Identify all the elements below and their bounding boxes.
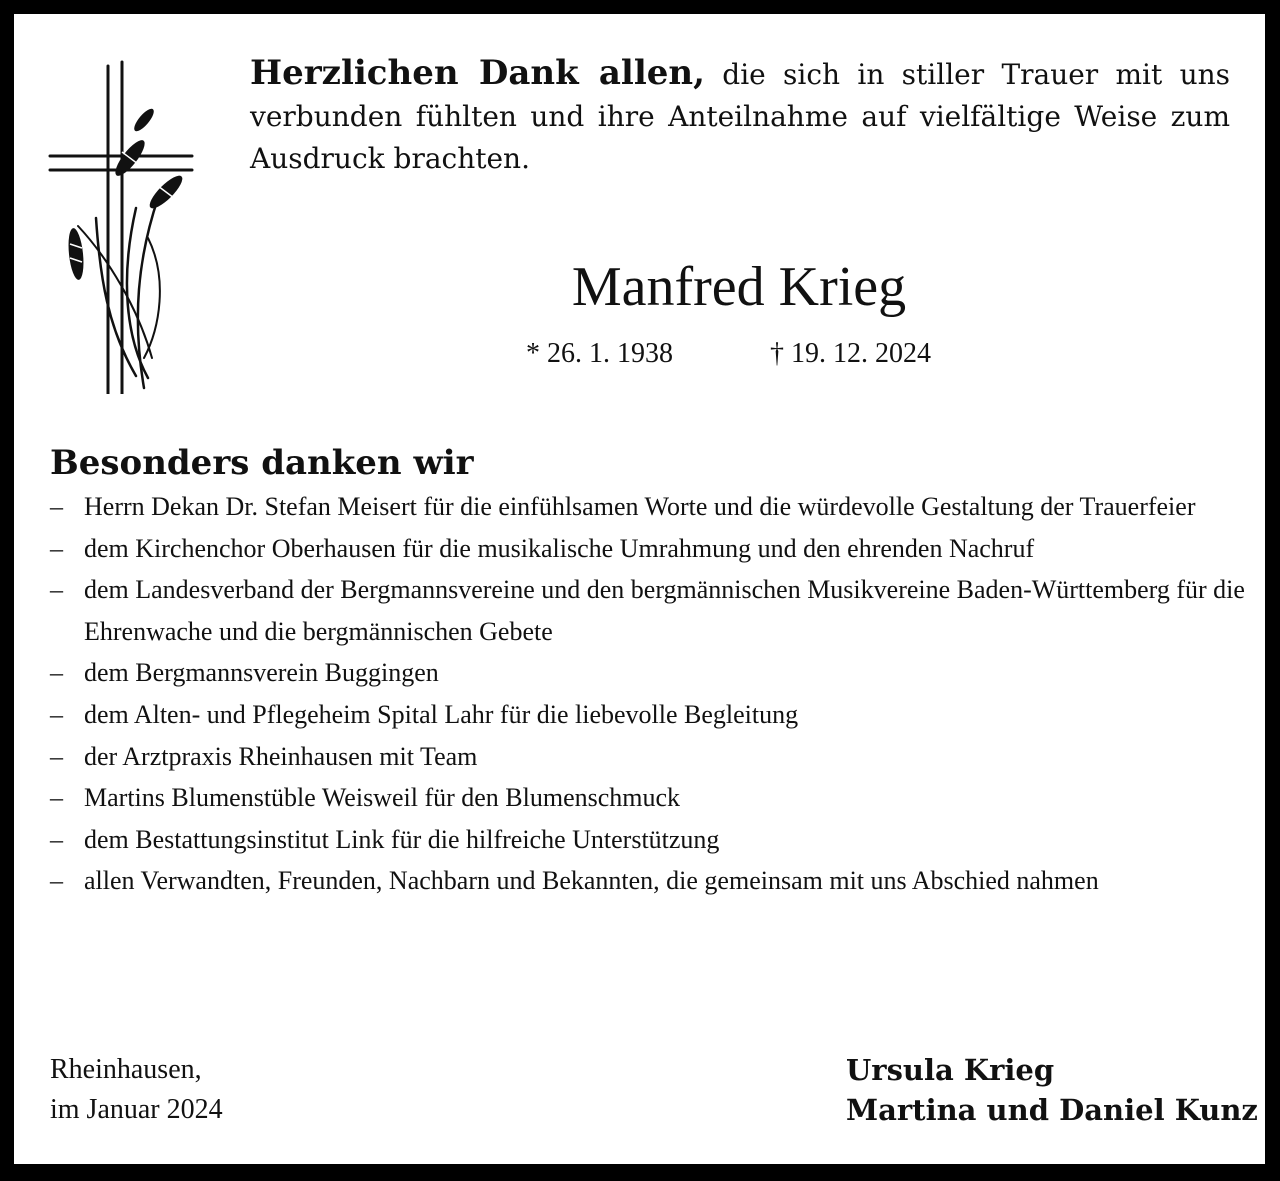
list-item-text: dem Bergmannsverein Buggingen [84,658,439,688]
list-item-text: der Arztpraxis Rheinhausen mit Team [84,741,478,771]
dash-bullet: – [50,824,63,854]
obituary-card [14,14,1265,1164]
signer-name: Ursula Krieg [846,1053,1055,1087]
thanks-heading: Besonders danken wir [50,443,474,483]
list-item [50,652,1250,694]
list-item-text: dem Alten- und Pflegeheim Spital Lahr für die liebevolle Begleitung [84,699,799,729]
list-item-text: dem Landesverband der Bergmannsvereine und den bergmännischen Musikvereine Baden-Württemberg für die Ehrenwache und die bergmännischen Gebete [84,575,1245,646]
cross-with-wheat-icon [48,58,198,394]
dash-bullet: – [50,658,63,688]
list-item [50,819,1250,861]
list-item [50,569,1250,652]
signers [846,1050,1258,1130]
dash-bullet: – [50,783,63,813]
list-item [50,736,1250,778]
dash-bullet: – [50,575,63,605]
intro-paragraph [250,52,1230,180]
dash-bullet: – [50,866,63,896]
list-item [50,486,1250,528]
dash-bullet: – [50,741,63,771]
list-item [50,777,1250,819]
list-item-text: dem Kirchenchor Oberhausen für die musikalische Umrahmung und den ehrenden Nachruf [84,533,1035,563]
birth-date: * 26. 1. 1938 [526,338,673,369]
thanks-list [50,486,1250,902]
signer-name: Martina und Daniel Kunz [846,1093,1258,1127]
place: Rheinhausen, [50,1054,202,1085]
list-item [50,528,1250,570]
list-item-text: dem Bestattungsinstitut Link für die hilfreiche Unterstützung [84,824,720,854]
dash-bullet: – [50,533,63,563]
list-item [50,860,1250,902]
intro-lead: Herzlichen Dank allen, [250,53,705,93]
date: im Januar 2024 [50,1094,223,1125]
list-item-text: Herrn Dekan Dr. Stefan Meisert für die einfühlsamen Worte und die würdevolle Gestaltung der Trauerfeier [84,492,1196,521]
list-item-text: Martins Blumenstüble Weisweil für den Blumenschmuck [84,783,681,813]
dash-bullet: – [50,699,63,729]
death-date: † 19. 12. 2024 [770,338,931,369]
deceased-name: Manfred Krieg [571,256,907,318]
list-item-text: allen Verwandten, Freunden, Nachbarn und Bekannten, die gemeinsam mit uns Abschied nahmen [84,866,1099,896]
dash-bullet: – [50,492,63,521]
place-and-date [50,1050,223,1130]
intro-text: die sich in stiller Trauer mit uns verbunden fühlten und ihre Anteilnahme auf vielfältige Weise zum Ausdruck brachten. [250,58,1231,175]
list-item [50,694,1250,736]
